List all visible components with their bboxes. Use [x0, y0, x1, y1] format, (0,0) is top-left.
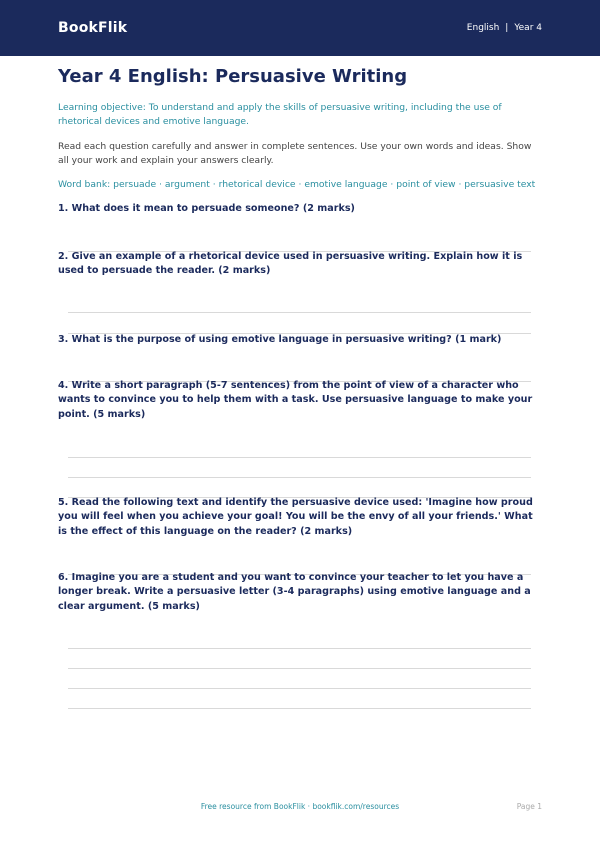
learning-objective: Learning objective: To understand and apply the skills of persuasive writing, including the use of rhetorical devices and emotive language.: [58, 102, 502, 127]
subject-label: [467, 23, 542, 33]
instructions: Read each question carefully and answer in complete sentences. Use your own words and ideas. Show all your work and explain your answers clearly.: [58, 141, 532, 166]
question-3: 3. What is the purpose of using emotive language in persuasive writing? (1 mark): [58, 334, 502, 345]
question-2: 2. Give an example of a rhetorical device used in persuasive writing. Explain how it is used to persuade the reader. (2 marks): [58, 251, 523, 277]
answer-line[interactable]: [68, 312, 531, 313]
answer-line[interactable]: [68, 688, 531, 689]
answer-line[interactable]: [68, 648, 531, 649]
answer-line[interactable]: [68, 477, 531, 478]
question-1: 1. What does it mean to persuade someone? (2 marks): [58, 203, 355, 214]
word-bank: Word bank: persuade · argument · rhetorical device · emotive language · point of view · persuasive text: [58, 179, 536, 190]
worksheet-title: Year 4 English: Persuasive Writing: [58, 66, 408, 87]
year-level: Year 4: [514, 23, 542, 33]
question-4: 4. Write a short paragraph (5-7 sentences) from the point of view of a character who wants to convince you to help them with a task. Use persuasive language to make your point. (5 marks): [58, 380, 533, 420]
footer-link[interactable]: Free resource from BookFlik · bookflik.com/resources: [200, 802, 400, 811]
subject-name: English: [466, 23, 500, 33]
question-6: 6. Imagine you are a student and you want to convince your teacher to let you have a longer break. Write a persuasive letter (3-4 paragraphs) using emotive language and a clear argument. (5 marks): [58, 572, 531, 612]
page-header: [0, 0, 600, 56]
worksheet-intro: [58, 66, 542, 192]
answer-line[interactable]: [68, 668, 531, 669]
answer-line[interactable]: [68, 457, 531, 458]
page-footer: [0, 800, 600, 814]
answer-line[interactable]: [68, 708, 531, 709]
subject-separator: |: [505, 23, 509, 33]
brand-logo: BookFlik: [58, 20, 128, 36]
question-5: 5. Read the following text and identify the persuasive device used: 'Imagine how proud you will feel when you achieve your goal! You will be the envy of all your friends.' What is the effect of this language on the reader? (2 marks): [58, 497, 533, 537]
page-number: Page 1: [516, 802, 542, 811]
